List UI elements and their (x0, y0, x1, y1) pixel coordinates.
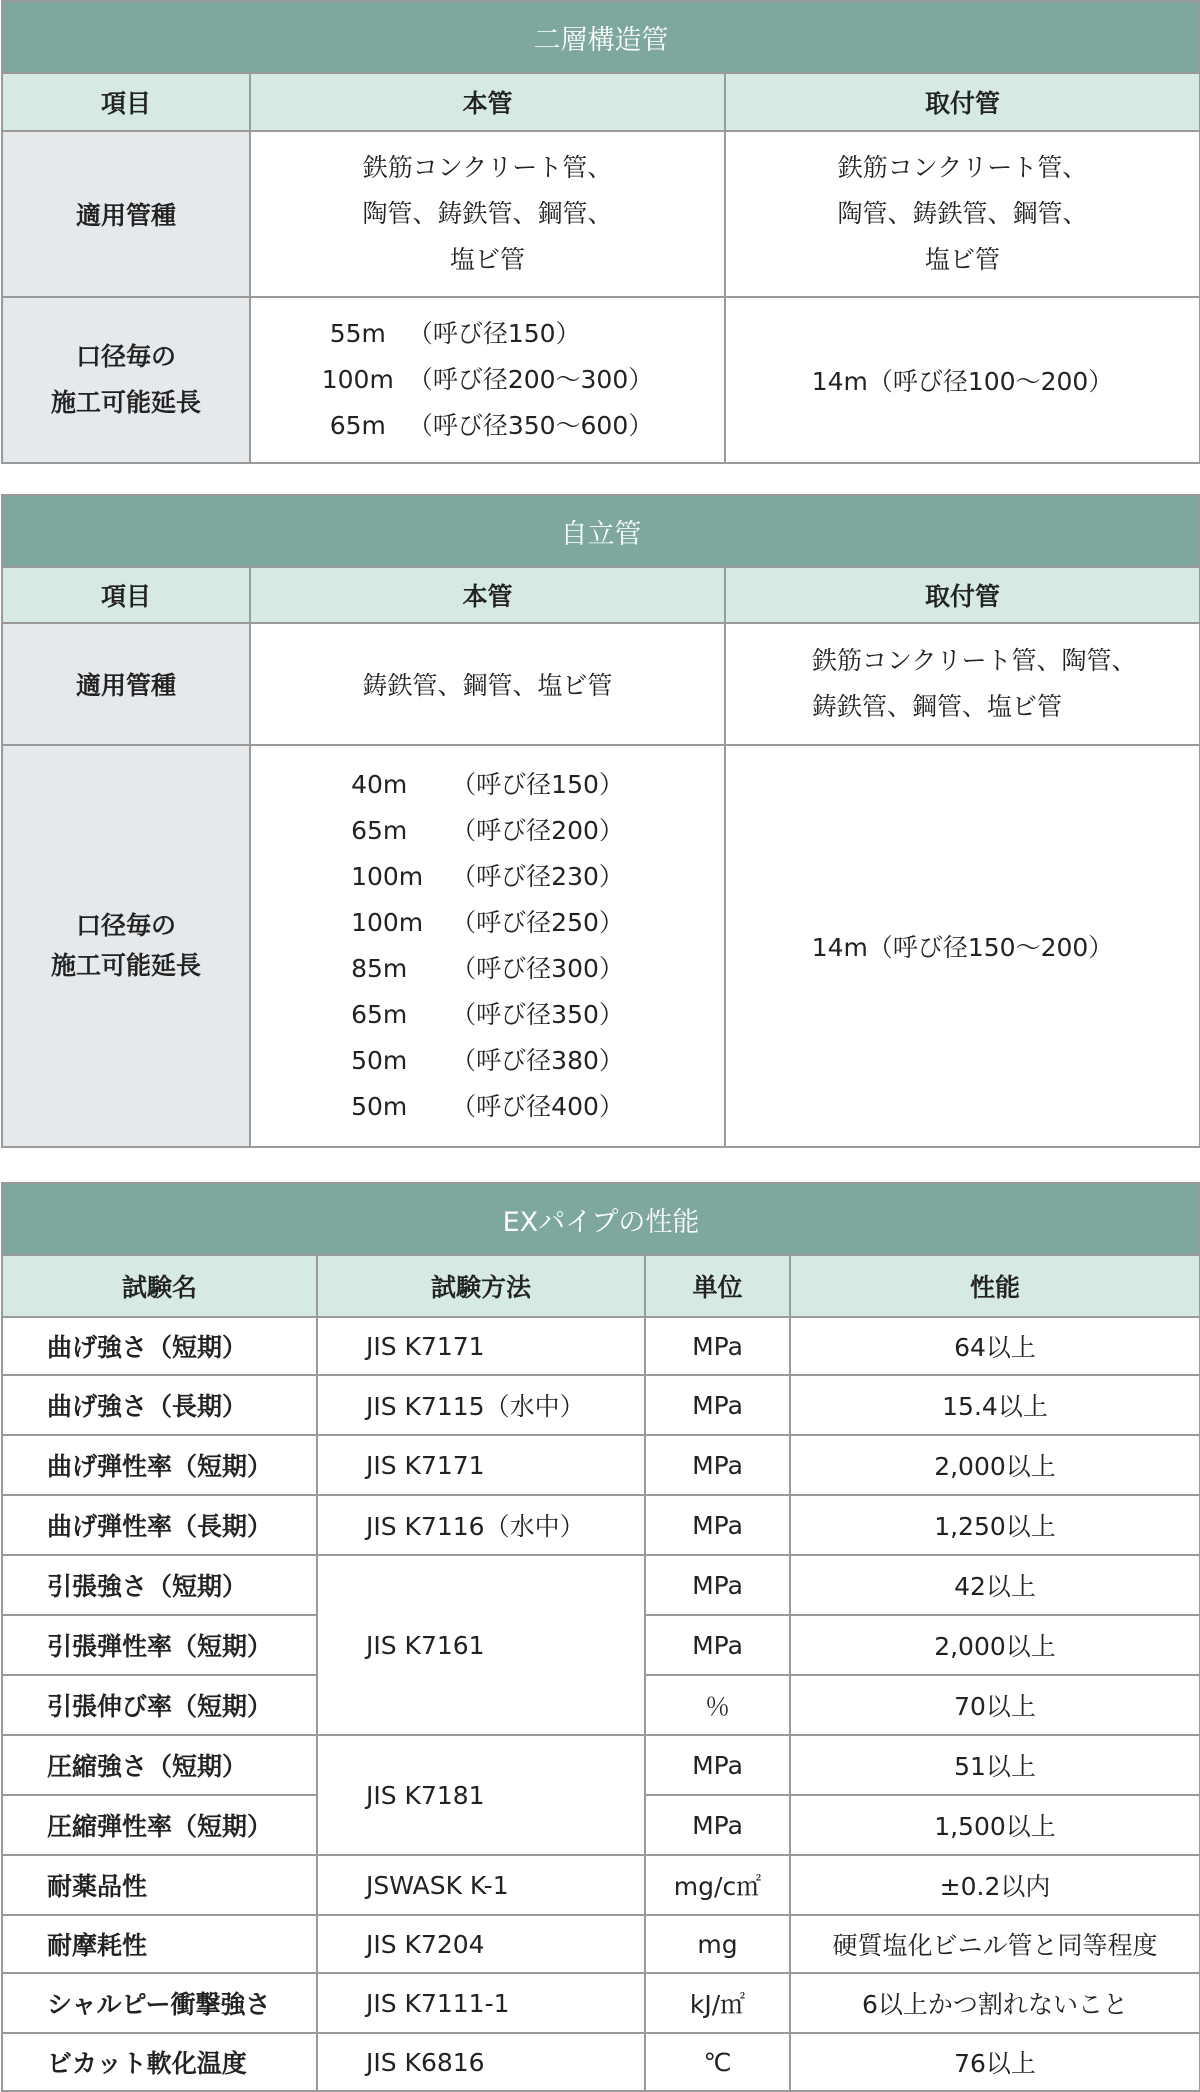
unit: mg/c㎡ (645, 1855, 790, 1915)
unit: mg (645, 1915, 790, 1973)
two-layer-pipe-table (1, 0, 1200, 464)
table-title: EXパイプの性能 (2, 1183, 1200, 1255)
header-unit: 単位 (645, 1255, 790, 1317)
unit: MPa (645, 1795, 790, 1855)
performance: 硬質塩化ビニル管と同等程度 (790, 1915, 1200, 1973)
diameter-value: （呼び径230） (451, 862, 624, 891)
unit: MPa (645, 1317, 790, 1375)
header-performance: 性能 (790, 1255, 1200, 1317)
test-method: JIS K7181 (317, 1735, 645, 1855)
text-line: 塩ビ管 (925, 245, 1001, 274)
diameter-value: （呼び径300） (451, 954, 624, 983)
length-value: 85m (351, 954, 408, 983)
text-line: 口径毎の (75, 342, 176, 371)
test-method: JIS K7115（水中） (317, 1375, 645, 1435)
header-test-name: 試験名 (2, 1255, 317, 1317)
diameter-value: （呼び径200） (451, 816, 624, 845)
test-method: JIS K7116（水中） (317, 1495, 645, 1555)
header-branch-pipe: 取付管 (725, 567, 1200, 623)
performance: 51以上 (790, 1735, 1200, 1795)
test-name: シャルピー衝撃強さ (2, 1973, 317, 2033)
text-line: 施工可能延長 (50, 388, 201, 417)
diameter-value: （呼び径200～300） (407, 365, 654, 394)
test-name: 曲げ弾性率（長期） (2, 1495, 317, 1555)
length-value: 55m (329, 319, 386, 348)
unit: ℃ (645, 2033, 790, 2091)
self-supporting-pipe-table (1, 494, 1200, 1148)
performance: 6以上かつ割れないこと (790, 1973, 1200, 2033)
diameter-value: （呼び径350～600） (407, 411, 654, 440)
unit: MPa (645, 1375, 790, 1435)
text-line: 施工可能延長 (50, 951, 201, 980)
performance: 76以上 (790, 2033, 1200, 2091)
table-row (2, 1973, 1200, 2033)
test-method: JIS K7161 (317, 1555, 645, 1735)
test-name: 曲げ強さ（長期） (2, 1375, 317, 1435)
length-value: 65m (329, 411, 386, 440)
text-line: 塩ビ管 (449, 245, 525, 274)
table-row (2, 1375, 1200, 1435)
ex-pipe-performance-table (1, 1182, 1200, 2092)
table-row (2, 1735, 1200, 1795)
diameter-value: （呼び径400） (451, 1092, 624, 1121)
performance: 70以上 (790, 1675, 1200, 1735)
length-value: 100m (321, 365, 394, 394)
table-title: 二層構造管 (2, 1, 1200, 73)
length-main (250, 297, 725, 463)
table-title: 自立管 (2, 495, 1200, 567)
performance: 1,250以上 (790, 1495, 1200, 1555)
test-name: 引張強さ（短期） (2, 1555, 317, 1615)
length-branch: 14m（呼び径100～200） (725, 297, 1200, 463)
test-method: JIS K7204 (317, 1915, 645, 1973)
length-main (250, 745, 725, 1147)
row-label-length (2, 297, 250, 463)
header-main-pipe: 本管 (250, 567, 725, 623)
text-line: 陶管、鋳鉄管、鋼管、 (837, 199, 1088, 228)
diameter-value: （呼び径350） (451, 1000, 624, 1029)
header-branch-pipe: 取付管 (725, 73, 1200, 131)
text-line: 口径毎の (75, 911, 176, 940)
table-row (2, 1855, 1200, 1915)
test-name: 耐薬品性 (2, 1855, 317, 1915)
text-line: 鉄筋コンクリート管、陶管、 (812, 646, 1137, 675)
performance: 1,500以上 (790, 1795, 1200, 1855)
performance: 15.4以上 (790, 1375, 1200, 1435)
unit: MPa (645, 1435, 790, 1495)
performance: 64以上 (790, 1317, 1200, 1375)
header-item: 項目 (2, 73, 250, 131)
row-label-length (2, 745, 250, 1147)
test-name: 圧縮弾性率（短期） (2, 1795, 317, 1855)
test-method: JIS K7171 (317, 1435, 645, 1495)
unit: MPa (645, 1615, 790, 1675)
row-label-applicable-pipes: 適用管種 (2, 131, 250, 297)
test-name: 耐摩耗性 (2, 1915, 317, 1973)
table-row (2, 2033, 1200, 2091)
test-name: 引張弾性率（短期） (2, 1615, 317, 1675)
test-name: 引張伸び率（短期） (2, 1675, 317, 1735)
length-value: 100m (351, 908, 424, 937)
test-name: 曲げ強さ（短期） (2, 1317, 317, 1375)
applicable-main: 鋳鉄管、鋼管、塩ビ管 (250, 623, 725, 745)
test-method: JIS K7171 (317, 1317, 645, 1375)
test-name: 圧縮強さ（短期） (2, 1735, 317, 1795)
table-row (2, 1435, 1200, 1495)
table-row (2, 1555, 1200, 1615)
test-method: JIS K7111-1 (317, 1973, 645, 2033)
table-row (2, 1317, 1200, 1375)
applicable-main (250, 131, 725, 297)
header-test-method: 試験方法 (317, 1255, 645, 1317)
unit: MPa (645, 1495, 790, 1555)
diameter-value: （呼び径380） (451, 1046, 624, 1075)
text-line: 鋳鉄管、鋼管、塩ビ管 (812, 692, 1063, 721)
length-value: 100m (351, 862, 424, 891)
performance: ±0.2以内 (790, 1855, 1200, 1915)
table-row (2, 1495, 1200, 1555)
test-name: ビカット軟化温度 (2, 2033, 317, 2091)
performance: 2,000以上 (790, 1615, 1200, 1675)
length-branch: 14m（呼び径150～200） (725, 745, 1200, 1147)
diameter-value: （呼び径150） (451, 770, 624, 799)
length-value: 50m (351, 1046, 408, 1075)
applicable-branch (725, 623, 1200, 745)
unit: MPa (645, 1555, 790, 1615)
applicable-branch (725, 131, 1200, 297)
text-line: 鉄筋コンクリート管、 (362, 153, 613, 182)
length-value: 40m (351, 770, 408, 799)
unit: MPa (645, 1735, 790, 1795)
test-method: JSWASK K-1 (317, 1855, 645, 1915)
unit: kJ/㎡ (645, 1973, 790, 2033)
length-value: 65m (351, 1000, 408, 1029)
row-label-applicable-pipes: 適用管種 (2, 623, 250, 745)
header-main-pipe: 本管 (250, 73, 725, 131)
length-value: 65m (351, 816, 408, 845)
table-row (2, 1915, 1200, 1973)
diameter-value: （呼び径250） (451, 908, 624, 937)
length-value: 50m (351, 1092, 408, 1121)
test-method: JIS K6816 (317, 2033, 645, 2091)
text-line: 鉄筋コンクリート管、 (837, 153, 1088, 182)
text-line: 陶管、鋳鉄管、鋼管、 (362, 199, 613, 228)
performance: 42以上 (790, 1555, 1200, 1615)
diameter-value: （呼び径150） (407, 319, 581, 348)
test-name: 曲げ弾性率（短期） (2, 1435, 317, 1495)
unit: ％ (645, 1675, 790, 1735)
performance: 2,000以上 (790, 1435, 1200, 1495)
header-item: 項目 (2, 567, 250, 623)
